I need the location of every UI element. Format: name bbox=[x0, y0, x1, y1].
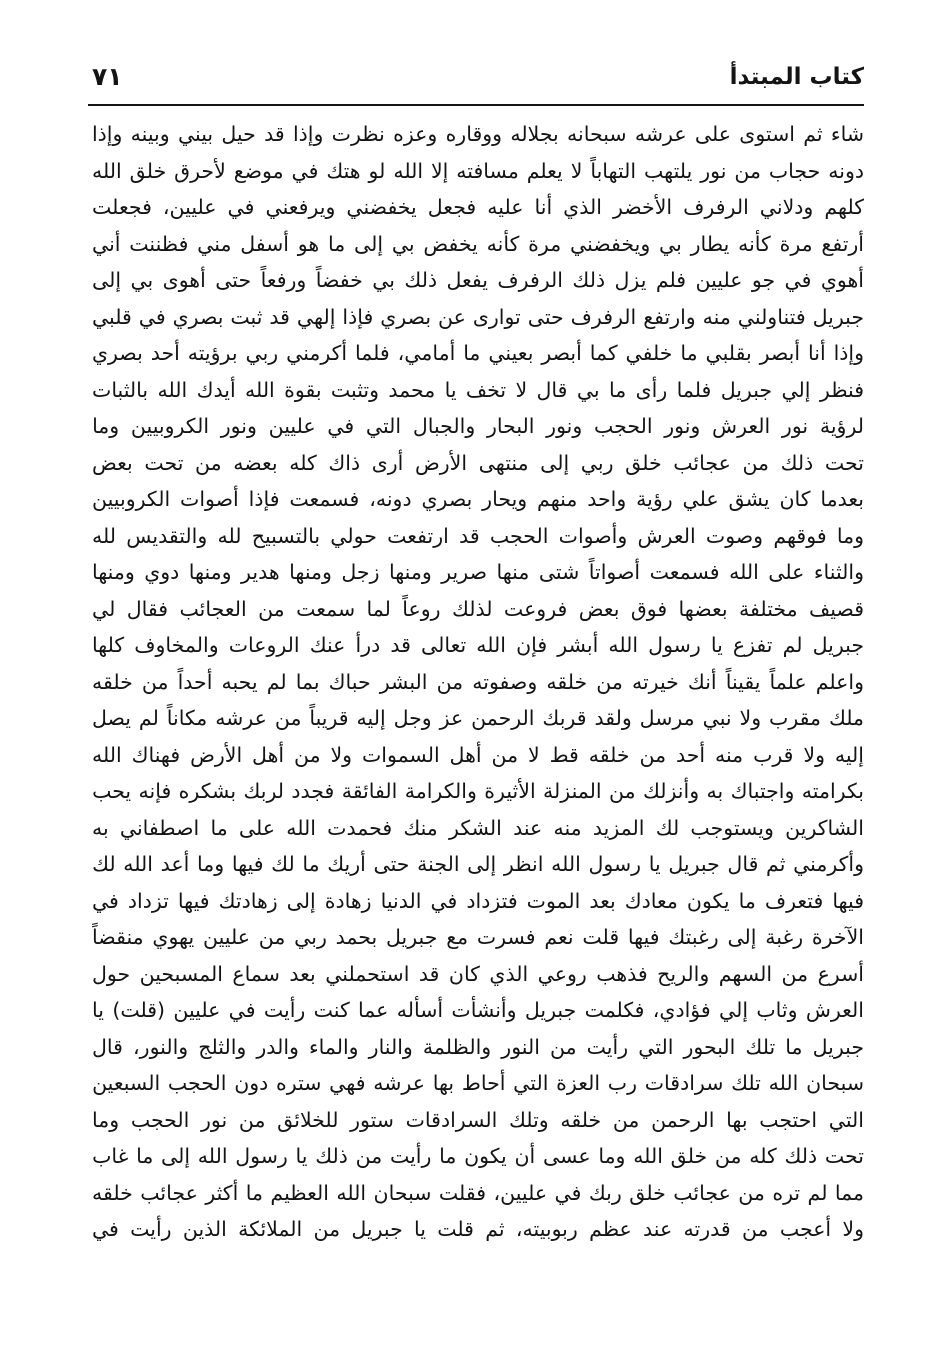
page-number: ٧١ bbox=[92, 62, 123, 91]
page-header bbox=[88, 58, 864, 104]
text-line: فيها فتعرف ما يكون معادك بعد الموت فتزداد في الدنيا زهادة إلى زهادتك فيها تزداد في bbox=[92, 888, 864, 913]
text-line: التي احتجب بها الرحمن من خلقه وتلك السرادقات ستور للخلائق من نور الحجب وما bbox=[92, 1107, 864, 1132]
text-line: قصيف مختلفة بعضها فوق بعض فروعت لذلك روعاً لما سمعت من العجائب فقال لي bbox=[92, 596, 864, 621]
text-line: كلهم ودلاني الرفرف الأخضر الذي أنا عليه فجعل يخفضني ويرفعني في عليين، فجعلت bbox=[92, 195, 864, 219]
text-line: الشاكرين ويستوجب لك المزيد منه عند الشكر منك فحمدت الله على ما اصطفاني به bbox=[92, 815, 864, 840]
text-line: أسرع من السهم والريح فذهب روعي الذي كان قد استحملني بعد سماع المسبحين حول bbox=[92, 961, 864, 986]
text-line: وأكرمني ثم قال جبريل يا رسول الله انظر إلى الجنة حتى أريك ما لك فيها وما أعد الله لك bbox=[92, 852, 864, 876]
text-line: الآخرة رغبة إلى رغبتك فيها قلت نعم فسرت مع جبريل بحمد ربي من عليين يهوي منقضاً bbox=[92, 925, 864, 949]
text-line: دونه حجاب من نور يلتهب التهاباً لا يعلم مسافته إلا الله لو هتك في موضع لأحرق خلق الله bbox=[92, 158, 864, 183]
text-line: واعلم علماً يقيناً أنك خيرته من خلقه وصفوته من البشر حباك بما لم يحبه أحداً من خلقه bbox=[92, 669, 864, 694]
text-line: بعدما كان يشق علي رؤية واحد منهم ويحار بصري دونه، فسمعت فإذا أصوات الكروبيين bbox=[92, 487, 864, 511]
text-line: تحت ذلك من عجائب خلق ربي إلى منتهى الأرض أرى ذاك كله بعضه من تحت بعض bbox=[92, 450, 864, 475]
text-line: أرتفع مرة كأنه يطار بي ويخفضني مرة كأنه يخفض بي إلى ما هو أسفل مني فظننت أني bbox=[92, 231, 864, 256]
text-line: ولا أعجب من قدرته عند عظم ربوبيته، ثم قلت يا جبريل من الملائكة الذين رأيت في bbox=[92, 1217, 864, 1241]
text-line: جبريل لم تفزع يا رسول الله أبشر فإن الله تعالى قد درأ عنك الروعات والمخاوف كلها bbox=[92, 633, 864, 657]
text-line: جبريل ما تلك البحور التي رأيت من النور والظلمة والنار والماء والدر والثلج والنور، قال bbox=[92, 1034, 864, 1059]
text-line: سبحان الله تلك سرادقات رب العزة التي أحاط بها عرشه فهي ستره دون الحجب السبعين bbox=[92, 1071, 864, 1095]
body-text bbox=[92, 116, 864, 1248]
text-line: إليه ولا قرب منه أحد من خلقه قط لا من أهل السموات ولا من أهل الأرض فهناك الله bbox=[92, 742, 864, 767]
text-line: وما فوقهم وصوت العرش وأصوات الحجب قد ارتفعت حولي بالتسبيح لله والتقديس لله bbox=[92, 523, 864, 548]
header-rule bbox=[88, 104, 864, 106]
text-line: لرؤية نور العرش ونور الحجب ونور البحار والجبال التي في عليين ونور الكروبيين وما bbox=[92, 414, 864, 438]
text-line: أهوي في جو عليين فلم يزل ذلك الرفرف يفعل ذلك بي خفضاً ورفعاً حتى أهوى بي إلى bbox=[92, 268, 864, 292]
text-line: شاء ثم استوى على عرشه سبحانه بجلاله ووقاره وعزه نظرت وإذا قد حيل بيني وبينه وإذا bbox=[92, 122, 864, 146]
text-line: مما لم تره من عجائب خلق ربك في عليين، فقلت سبحان الله العظيم ما أكثر عجائب خلقه bbox=[92, 1180, 864, 1205]
text-line: تحت ذلك كله من خلق الله وما عسى أن يكون ما رأيت من ذلك يا رسول الله إلى ما غاب bbox=[92, 1144, 864, 1168]
text-line: جبريل فتناولني منه وارتفع الرفرف حتى توارى عن بصري فإذا إلهي قد ثبت بصري في قلبي bbox=[92, 304, 864, 329]
running-title: كتاب المبتدأ bbox=[729, 64, 864, 90]
text-line: وإذا أنا أبصر بقلبي ما خلفي كما أبصر بعيني ما أمامي، فلما أكرمني ربي برؤيته أحد بصري bbox=[92, 341, 864, 365]
text-line: العرش وثاب إلي فؤادي، فكلمت جبريل وأنشأت أسأله عما كنت رأيت في عليين (قلت) يا bbox=[92, 998, 864, 1022]
text-line: والثناء على الله فسمعت أصواتاً شتى منها صرير ومنها زجل ومنها هدير ومنها دوي ومنها bbox=[92, 560, 864, 584]
text-line: فنظر إلي جبريل فلما رأى ما بي قال لا تخف يا محمد وتثبت بقوة الله أيدك الله بالثبات bbox=[92, 377, 864, 402]
text-line: ملك مقرب ولا نبي مرسل ولقد قربك الرحمن عز وجل إليه قريباً من عرشه مكاناً لم يصل bbox=[92, 706, 864, 730]
text-line: بكرامته واجتباك به وأنزلك من المنزلة الأثيرة والكرامة الفائقة فجدد لربك بشكره فإنه يحب bbox=[92, 779, 864, 803]
